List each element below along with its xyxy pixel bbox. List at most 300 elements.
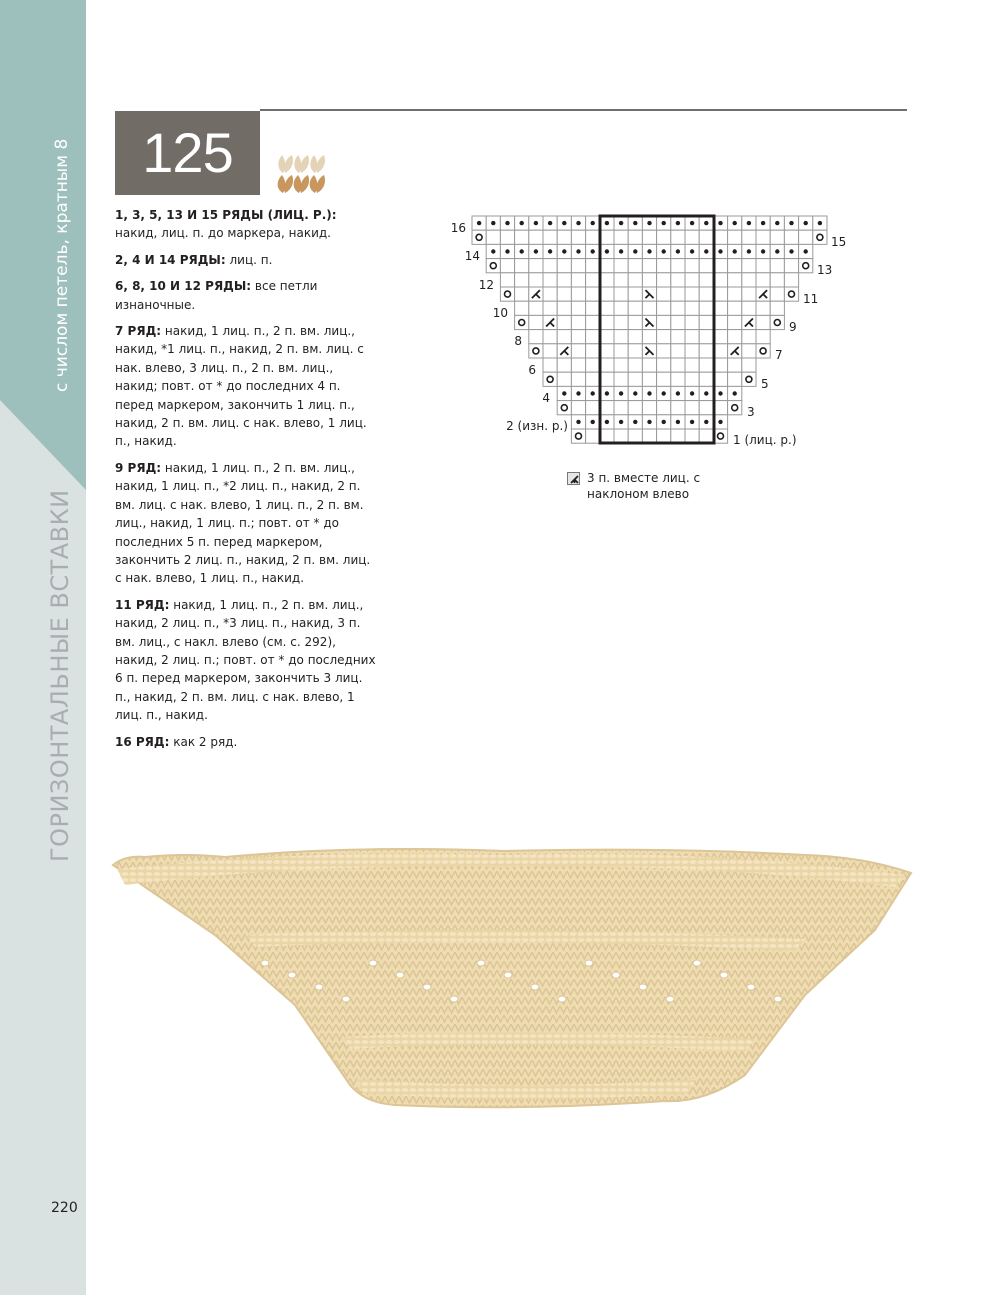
purl-stitch-dot [662,221,666,225]
chart-cell [756,230,770,244]
chart-cell [657,429,671,443]
chart-cell [642,372,656,386]
chart-cell [671,344,685,358]
purl-stitch-dot [491,249,495,253]
chart-cell [784,273,798,287]
chart-cell [500,273,514,287]
sidebar-category: ГОРИЗОНТАЛЬНЫЕ ВСТАВКИ [46,489,74,862]
purl-stitch-dot [505,221,509,225]
sidebar-subtitle: с числом петель, кратным 8 [52,138,72,392]
purl-stitch-dot [690,420,694,424]
chart-cell [671,401,685,415]
chart-cell [770,301,784,315]
chart-cell [628,330,642,344]
purl-stitch-dot [690,249,694,253]
chart-cell [543,230,557,244]
chart-cell [486,259,500,273]
purl-stitch-dot [605,249,609,253]
chart-cell [713,301,727,315]
lace-eyelet [612,972,620,978]
chart-cell [713,259,727,273]
chart-cell [728,301,742,315]
purl-stitch-dot [704,249,708,253]
purl-stitch-dot [562,221,566,225]
purl-stitch-dot [619,221,623,225]
chart-cell [614,429,628,443]
purl-stitch-dot [591,221,595,225]
instruction-row-16: 16 РЯД: как 2 ряд. [115,734,238,749]
chart-cell [557,315,571,329]
chart-cell [557,358,571,372]
purl-stitch-dot [520,249,524,253]
chart-cell [728,372,742,386]
row-label: 4 [542,391,550,405]
chart-cell [713,315,727,329]
chart-cell [500,230,514,244]
chart-cell [586,330,600,344]
chart-cell [543,301,557,315]
chart-cell [586,344,600,358]
chart-cell [600,301,614,315]
purl-stitch-dot [491,221,495,225]
purl-stitch-dot [633,391,637,395]
chart-cell [642,330,656,344]
chart-cell [543,344,557,358]
purl-stitch-dot [690,221,694,225]
lace-eyelet [504,972,512,978]
chart-cell [671,230,685,244]
chart-cell [713,230,727,244]
chart-cell [713,429,727,443]
purl-stitch-dot [576,391,580,395]
chart-cell [728,315,742,329]
lace-eyelet [396,972,404,978]
chart-cell [756,259,770,273]
row-label: 9 [789,320,797,334]
chart-cell [586,301,600,315]
chart-cell [515,259,529,273]
chart-cell [571,315,585,329]
purl-stitch-dot [605,221,609,225]
lace-eyelet [774,996,782,1002]
chart-cell [515,301,529,315]
lace-eyelet [261,960,269,966]
lace-eyelet [450,996,458,1002]
chart-cell [543,259,557,273]
chart-cell [571,230,585,244]
row-label: 1 (лиц. р.) [733,433,797,447]
chart-cell [728,358,742,372]
lace-eyelet [720,972,728,978]
chart-cell [657,330,671,344]
chart-cell [713,287,727,301]
chart-cell [713,358,727,372]
purl-stitch-dot [804,249,808,253]
purl-stitch-dot [704,221,708,225]
chart-cell [770,287,784,301]
chart-cell [657,358,671,372]
chart-cell [529,273,543,287]
chart-cell [799,230,813,244]
chart-cell [671,429,685,443]
purl-stitch-dot [633,249,637,253]
chart-cell [671,358,685,372]
chart-cell [742,358,756,372]
chart-cell [614,344,628,358]
row-label: 16 [450,221,466,235]
chart-cell [628,273,642,287]
chart-cell [657,372,671,386]
chart-cell [642,259,656,273]
purl-stitch-dot [733,391,737,395]
purl-stitch-dot [761,249,765,253]
chart-cell [671,315,685,329]
chart-cell [642,273,656,287]
chart-cell [557,301,571,315]
chart-cell [500,287,514,301]
chart-cell [685,287,699,301]
purl-stitch-dot [718,391,722,395]
chart-cell [557,330,571,344]
purl-stitch-dot [676,420,680,424]
purl-stitch-dot [619,391,623,395]
chart-cell [529,230,543,244]
row-label: 15 [831,235,847,249]
chart-cell [600,401,614,415]
chart-cell [571,287,585,301]
purl-stitch-dot [605,391,609,395]
purl-stitch-dot [789,249,793,253]
chart-cell [685,358,699,372]
chart-cell [614,401,628,415]
chart-cell [614,301,628,315]
purl-stitch-dot [775,249,779,253]
chart-cell [813,230,827,244]
chart-cell [557,401,571,415]
chart-cell [685,401,699,415]
chart-cell [685,273,699,287]
chart-cell [728,259,742,273]
chart-cell [713,273,727,287]
chart-cell [685,259,699,273]
lace-eyelet [288,972,296,978]
knitting-chart [440,212,860,457]
chart-cell [713,344,727,358]
purl-stitch-dot [591,420,595,424]
lace-eyelet [558,996,566,1002]
chart-cell [756,330,770,344]
chart-cell [543,372,557,386]
purl-stitch-dot [562,391,566,395]
chart-cell [642,401,656,415]
chart-cell [742,259,756,273]
chart-cell [657,344,671,358]
chart-cell [685,372,699,386]
lace-eyelet [639,984,647,990]
chart-cell [742,372,756,386]
chart-cell [728,330,742,344]
legend-label: 3 п. вместе лиц. с наклоном влево [587,471,701,501]
chart-cell [699,344,713,358]
instructions [115,206,377,759]
lace-eyelet [369,960,377,966]
chart-cell [571,301,585,315]
chart-cell [571,273,585,287]
chart-cell [571,344,585,358]
sidebar [0,0,86,1295]
purl-stitch-dot [718,420,722,424]
chart-cell [642,429,656,443]
purl-stitch-dot [818,221,822,225]
sidebar-diagonal [0,400,86,490]
purl-stitch-dot [747,249,751,253]
purl-stitch-dot [534,221,538,225]
chart-cell [600,259,614,273]
instruction-row-11: 11 РЯД: накид, 1 лиц. п., 2 п. вм. лиц., накид, 2 лиц. п., *3 лиц. п., накид, 3 п. вм. лиц., с накл. влево (см. с. 292), накид, 2 лиц. п.; повт. от * до последних 6 п. перед маркером, закончить 3 лиц. п., накид, 2 п. вм. лиц. с нак. влево, 1 лиц. п., накид. [115,597,376,723]
chart-cell [742,344,756,358]
purl-stitch-dot [761,221,765,225]
chart-cell [586,372,600,386]
chart-cell [742,301,756,315]
chart-cell [699,401,713,415]
chart-cell [486,230,500,244]
purl-stitch-dot [676,221,680,225]
chart-cell [529,259,543,273]
row-label: 13 [817,263,833,277]
chart-cell [586,287,600,301]
purl-stitch-dot [662,391,666,395]
chart-cell [713,372,727,386]
chart-cell [628,259,642,273]
purl-stitch-dot [690,391,694,395]
purl-stitch-dot [733,221,737,225]
purl-stitch-dot [591,249,595,253]
chart-cell [628,358,642,372]
chart-cell [628,372,642,386]
chart-cell [642,230,656,244]
chart-cell [756,315,770,329]
row-label: 8 [514,334,522,348]
chart-cell [600,344,614,358]
chart-cell [699,259,713,273]
chart-cell [557,273,571,287]
row-label: 14 [464,249,480,263]
purl-stitch-dot [505,249,509,253]
row-label: 6 [528,363,536,377]
chart-cell [628,315,642,329]
chart-cell [614,230,628,244]
purl-stitch-dot [548,221,552,225]
chart-cell [586,358,600,372]
purl-stitch-dot [591,391,595,395]
row-label: 5 [761,377,769,391]
chart-cell [671,372,685,386]
purl-stitch-dot [576,420,580,424]
lace-eyelet [693,960,701,966]
lace-eyelet [531,984,539,990]
chart-cell [657,401,671,415]
chart-cell [699,330,713,344]
chart-cell [614,330,628,344]
chart-cell [600,273,614,287]
chart-cell [728,230,742,244]
instruction-row-7: 7 РЯД: накид, 1 лиц. п., 2 п. вм. лиц., накид, *1 лиц. п., накид, 2 п. вм. лиц. с нак. влево, 3 лиц. п., 2 п. вм. лиц., накид; повт. от * до последних 4 п. перед маркером, закончить 1 лиц. п., накид, 2 п. вм. лиц. с нак. влево, 1 лиц. п., накид. [115,324,367,449]
purl-stitch-dot [662,249,666,253]
chart-cell [500,259,514,273]
purl-stitch-dot [676,249,680,253]
chart-cell [571,401,585,415]
chart-cell [784,230,798,244]
chart-cell [557,372,571,386]
chart-cell [614,259,628,273]
chart-cell [557,259,571,273]
chart-cell [657,230,671,244]
purl-stitch-dot [704,420,708,424]
chart-cell [586,230,600,244]
chart-cell [699,315,713,329]
chart-cell [671,301,685,315]
purl-stitch-dot [605,420,609,424]
chart-cell [742,287,756,301]
chart-cell [529,315,543,329]
chart-cell [699,287,713,301]
purl-stitch-dot [676,391,680,395]
chart-cell [685,344,699,358]
chart-cell [557,230,571,244]
chart-cell [642,358,656,372]
chart-cell [600,429,614,443]
chart-cell [642,301,656,315]
chart-cell [770,273,784,287]
chart-cell [586,273,600,287]
chart-cell [742,273,756,287]
chart-cell [628,230,642,244]
chart-cell [557,287,571,301]
chart-cell [614,358,628,372]
chart-cell [699,429,713,443]
chart-cell [571,358,585,372]
lace-eyelet [315,984,323,990]
chart-cell [600,287,614,301]
instruction-rows-6-8-10-12: 6, 8, 10 И 12 РЯДЫ: все петли изнаночные. [115,279,318,312]
row-label: 10 [492,306,508,320]
chart-cell [628,287,642,301]
chart-cell [515,315,529,329]
chart-cell [671,273,685,287]
difficulty-leaves-icon [274,153,326,195]
instruction-rows-1-3-5-13-15: 1, 3, 5, 13 И 15 РЯДЫ (ЛИЦ. Р.): накид, лиц. п. до маркера, накид. [115,208,337,241]
chart-cell [614,372,628,386]
chart-cell [742,330,756,344]
purl-stitch-dot [647,221,651,225]
chart-cell [728,273,742,287]
chart-cell [657,315,671,329]
purl-stitch-dot [789,221,793,225]
chart-cell [529,301,543,315]
chart-cell [571,330,585,344]
chart-cell [671,330,685,344]
chart-cell [614,287,628,301]
lace-eyelet [342,996,350,1002]
chart-cell [586,259,600,273]
purl-stitch-dot [534,249,538,253]
chart-cell [713,330,727,344]
chart-cell [699,372,713,386]
chart-cell [770,230,784,244]
chart-cell [799,259,813,273]
knitted-swatch-photo [105,835,917,1120]
chart-cell [657,273,671,287]
purl-stitch-dot [775,221,779,225]
purl-stitch-dot [718,249,722,253]
chart-cell [543,330,557,344]
chart-cell [657,259,671,273]
chart-cell [600,315,614,329]
purl-stitch-dot [647,391,651,395]
chart-cell [586,401,600,415]
chart-cell [770,315,784,329]
chart-cell [628,301,642,315]
chart-cell [671,287,685,301]
chart-cell [657,301,671,315]
purl-stitch-dot [647,420,651,424]
row-label: 12 [478,278,494,292]
purl-stitch-dot [619,420,623,424]
chart-cell [543,358,557,372]
chart-cell [685,315,699,329]
purl-stitch-dot [548,249,552,253]
page-number: 220 [51,1200,78,1216]
chart-cell [671,259,685,273]
chart-cell [685,429,699,443]
purl-stitch-dot [576,221,580,225]
purl-stitch-dot [704,391,708,395]
lace-eyelet [747,984,755,990]
chart-cell [600,230,614,244]
purl-stitch-dot [647,249,651,253]
chart-cell [600,358,614,372]
chart-cell [728,287,742,301]
chart-cell [529,330,543,344]
chart-cell [586,429,600,443]
purl-stitch-dot [804,221,808,225]
row-label: 7 [775,348,783,362]
purl-stitch-dot [619,249,623,253]
chart-cell [586,315,600,329]
pattern-number: 125 [115,111,260,195]
purl-stitch-dot [477,221,481,225]
chart-cell [628,344,642,358]
chart-cell [571,259,585,273]
sk3tog-left-icon [567,472,580,485]
lace-eyelet [666,996,674,1002]
chart-cell [685,301,699,315]
chart-cell [784,287,798,301]
chart-cell [614,315,628,329]
purl-stitch-dot [562,249,566,253]
purl-stitch-dot [633,221,637,225]
row-label: 2 (изн. р.) [506,419,568,433]
chart-cell [657,287,671,301]
chart-cell [628,429,642,443]
chart-cell [515,287,529,301]
chart-cell [571,429,585,443]
chart-cell [685,330,699,344]
chart-cell [472,230,486,244]
chart-cell [699,301,713,315]
chart-cell [713,401,727,415]
chart-cell [699,273,713,287]
